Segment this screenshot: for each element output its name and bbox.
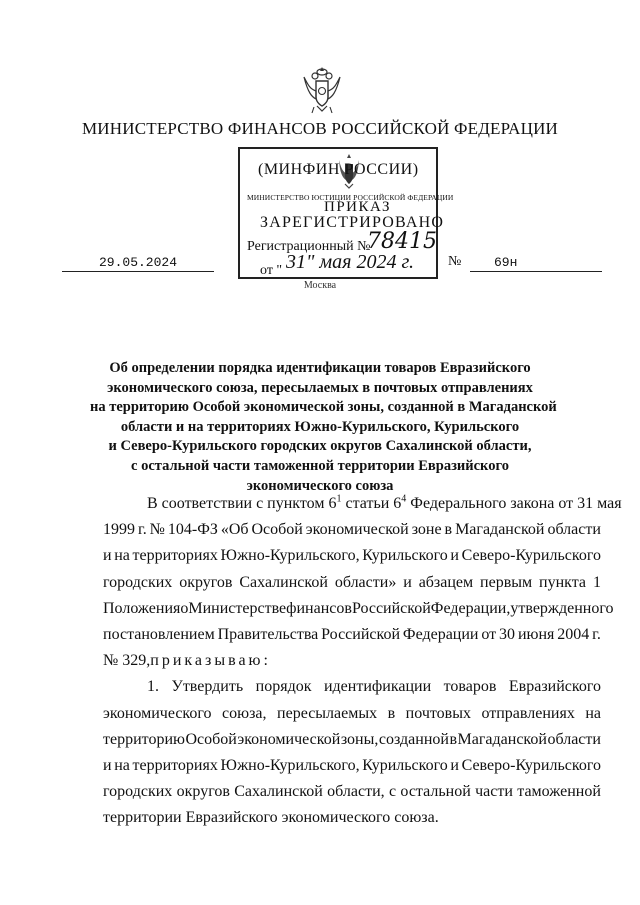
body-line: экономического союза, пересылаемых в почтовых отправлениях на — [103, 704, 601, 722]
body-line: № 329, приказываю: — [103, 648, 601, 674]
stamp-regnum-label: Регистрационный № — [247, 239, 371, 254]
stamp-date-label: от " — [260, 263, 283, 278]
document-date: 29.05.2024 — [62, 255, 214, 272]
stamp-justice-ministry: МИНИСТЕРСТВО ЮСТИЦИИ РОССИЙСКОЙ ФЕДЕРАЦИИ — [247, 193, 454, 202]
body-line: Положения о Министерстве финансов Российской Федерации, утвержденного — [103, 599, 614, 617]
body-line: и на территориях Южно-Курильского, Курильского и Северо-Курильского — [103, 757, 601, 775]
body-line: постановлением Правительства Российской Федерации от 30 июня 2004 г. — [103, 626, 601, 644]
stamp-registered: ЗАРЕГИСТРИРОВАНО — [260, 214, 445, 231]
body-line: и на территориях Южно-Курильского, Курильского и Северо-Курильского — [103, 547, 601, 565]
stamp-minfin: (МИНФИН РОССИИ) — [258, 161, 419, 178]
title-line: экономического союза, пересылаемых в почтовых отправлениях — [107, 379, 533, 396]
body-line-text: В соответствии с пунктом $6^1$ статьи $6^4$ Федерального закона от 31 мая — [147, 493, 622, 512]
title-line: области и на территориях Южно-Курильского, Курильского — [120, 418, 520, 435]
document-title — [90, 359, 557, 496]
coat-of-arms-icon — [300, 63, 344, 115]
title-line: и Северо-Курильского городских округов Сахалинской области, — [108, 438, 532, 455]
title-line: на территорию Особой экономической зоны, созданной в Магаданской — [90, 399, 557, 416]
stamp-regnum-value: 78415 — [367, 229, 437, 254]
body-line: городских округов Сахалинской области» и абзацем первым пункта 1 — [103, 573, 601, 591]
stamp-date-value: 31" мая 2024 г. — [286, 251, 414, 273]
ministry-name: МИНИСТЕРСТВО ФИНАНСОВ РОССИЙСКОЙ ФЕДЕРАЦИИ — [81, 119, 559, 138]
body-line: 1. Утвердить порядок идентификации товаров Евразийского — [147, 678, 601, 696]
stamp-prikaz: ПРИКАЗ — [324, 199, 391, 215]
registration-stamp — [238, 147, 454, 279]
title-line: с остальной части таможенной территории Евразийского — [131, 457, 509, 474]
body-line: городских округов Сахалинской области, с остальной части таможенной — [103, 783, 601, 801]
body-line: территории Евразийского экономического союза. — [103, 809, 439, 827]
title-line: экономического союза — [246, 477, 394, 494]
document-body — [103, 491, 622, 832]
body-line: 1999 г. № 104-ФЗ «Об Особой экономической зоне в Магаданской области — [103, 521, 601, 539]
order-verb: приказываю: — [150, 652, 271, 670]
document-city: Москва — [303, 280, 337, 291]
body-line: территорию Особой экономической зоны, созданной в Магаданской области — [103, 730, 601, 748]
body-line — [103, 491, 622, 517]
title-line: Об определении порядка идентификации товаров Евразийского — [109, 360, 531, 376]
document-number-label: № — [448, 254, 462, 269]
document-number: 69н — [470, 255, 602, 272]
